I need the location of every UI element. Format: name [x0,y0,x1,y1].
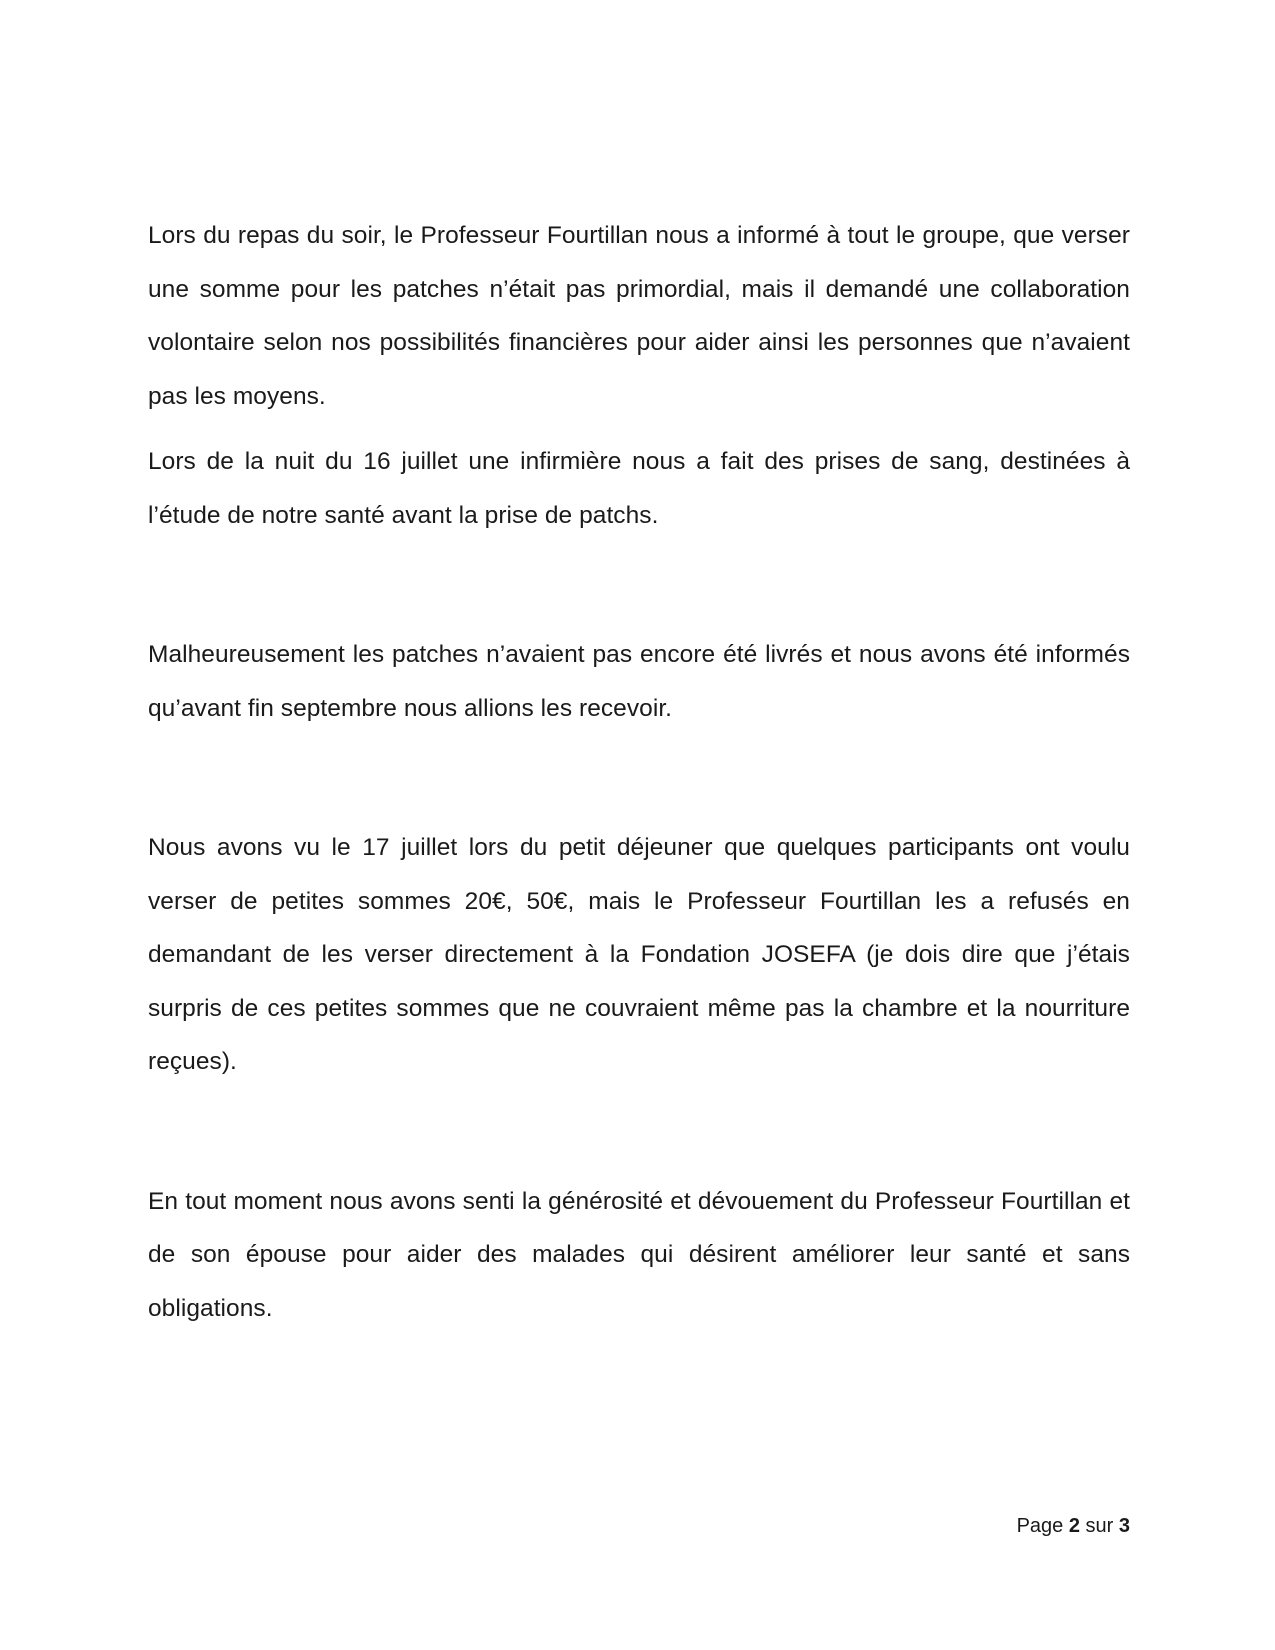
paragraph-spacer [148,1089,1130,1175]
page-number-footer [900,1515,1130,1538]
paragraph-dinner: Lors du repas du soir, le Professeur Fourtillan nous a informé à tout le groupe, que verser une somme pour les patches n’était pas primordial, mais il demandé une collaboration volontaire selon nos possibilités financières pour aider ainsi les personnes que n’avaient pas les moyens. [148,222,1130,410]
paragraph-blood-test: Lors de la nuit du 16 juillet une infirmière nous a fait des prises de sang, destinées à l’étude de notre santé avant la prise de patchs. [148,448,1130,529]
total-page-count: 3 [1118,1515,1130,1537]
paragraph-spacer [148,423,1130,435]
current-page-number: 2 [1068,1515,1080,1537]
page-label-prefix: Page [1016,1515,1069,1537]
document-body [148,209,1130,1335]
paragraph-spacer [148,542,1130,628]
paragraph-donations: Nous avons vu le 17 juillet lors du petit déjeuner que quelques participants ont voulu verser de petites sommes 20€, 50€, mais le Professeur Fourtillan les a refusés en demandant de les verser directement à la Fondation JOSEFA (je dois dire que j’étais surpris de ces petites sommes que ne couvraient même pas la chambre et la nourriture reçues). [148,834,1130,1075]
paragraph-spacer [148,735,1130,821]
page-label-separator: sur [1079,1515,1119,1537]
paragraph-generosity: En tout moment nous avons senti la générosité et dévouement du Professeur Fourtillan et de son épouse pour aider des malades qui désirent améliorer leur santé et sans obligations. [148,1187,1130,1322]
paragraph-patch-delivery: Malheureusement les patches n’avaient pas encore été livrés et nous avons été informés qu’avant fin septembre nous allions les recevoir. [148,641,1130,722]
